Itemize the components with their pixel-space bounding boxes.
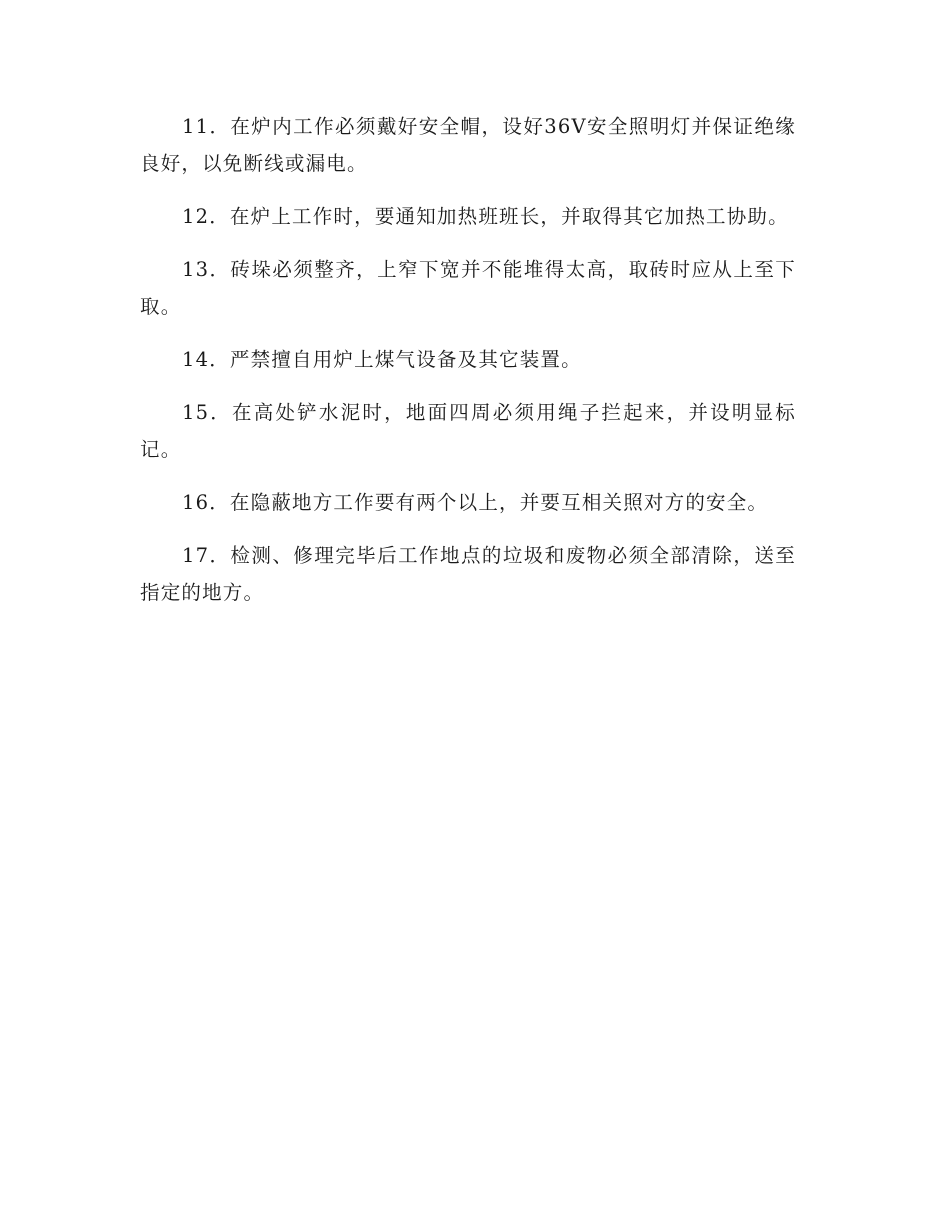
document-body — [140, 108, 796, 627]
paragraph-item-14: 14．严禁擅自用炉上煤气设备及其它装置。 — [182, 348, 582, 371]
paragraph-item-13: 13．砖垛必须整齐，上窄下宽并不能堆得太高，取砖时应从上至下取。 — [140, 258, 796, 318]
paragraph-item-16: 16．在隐蔽地方工作要有两个以上，并要互相关照对方的安全。 — [182, 491, 769, 514]
paragraph-item-11: 11．在炉内工作必须戴好安全帽，设好36V安全照明灯并保证绝缘良好，以免断线或漏电。 — [140, 115, 796, 175]
paragraph-item-15: 15．在高处铲水泥时，地面四周必须用绳子拦起来，并设明显标记。 — [140, 401, 796, 461]
paragraph-item-12: 12．在炉上工作时，要通知加热班班长，并取得其它加热工协助。 — [182, 205, 789, 228]
paragraph-item-17: 17．检测、修理完毕后工作地点的垃圾和废物必须全部清除，送至指定的地方。 — [140, 544, 796, 604]
